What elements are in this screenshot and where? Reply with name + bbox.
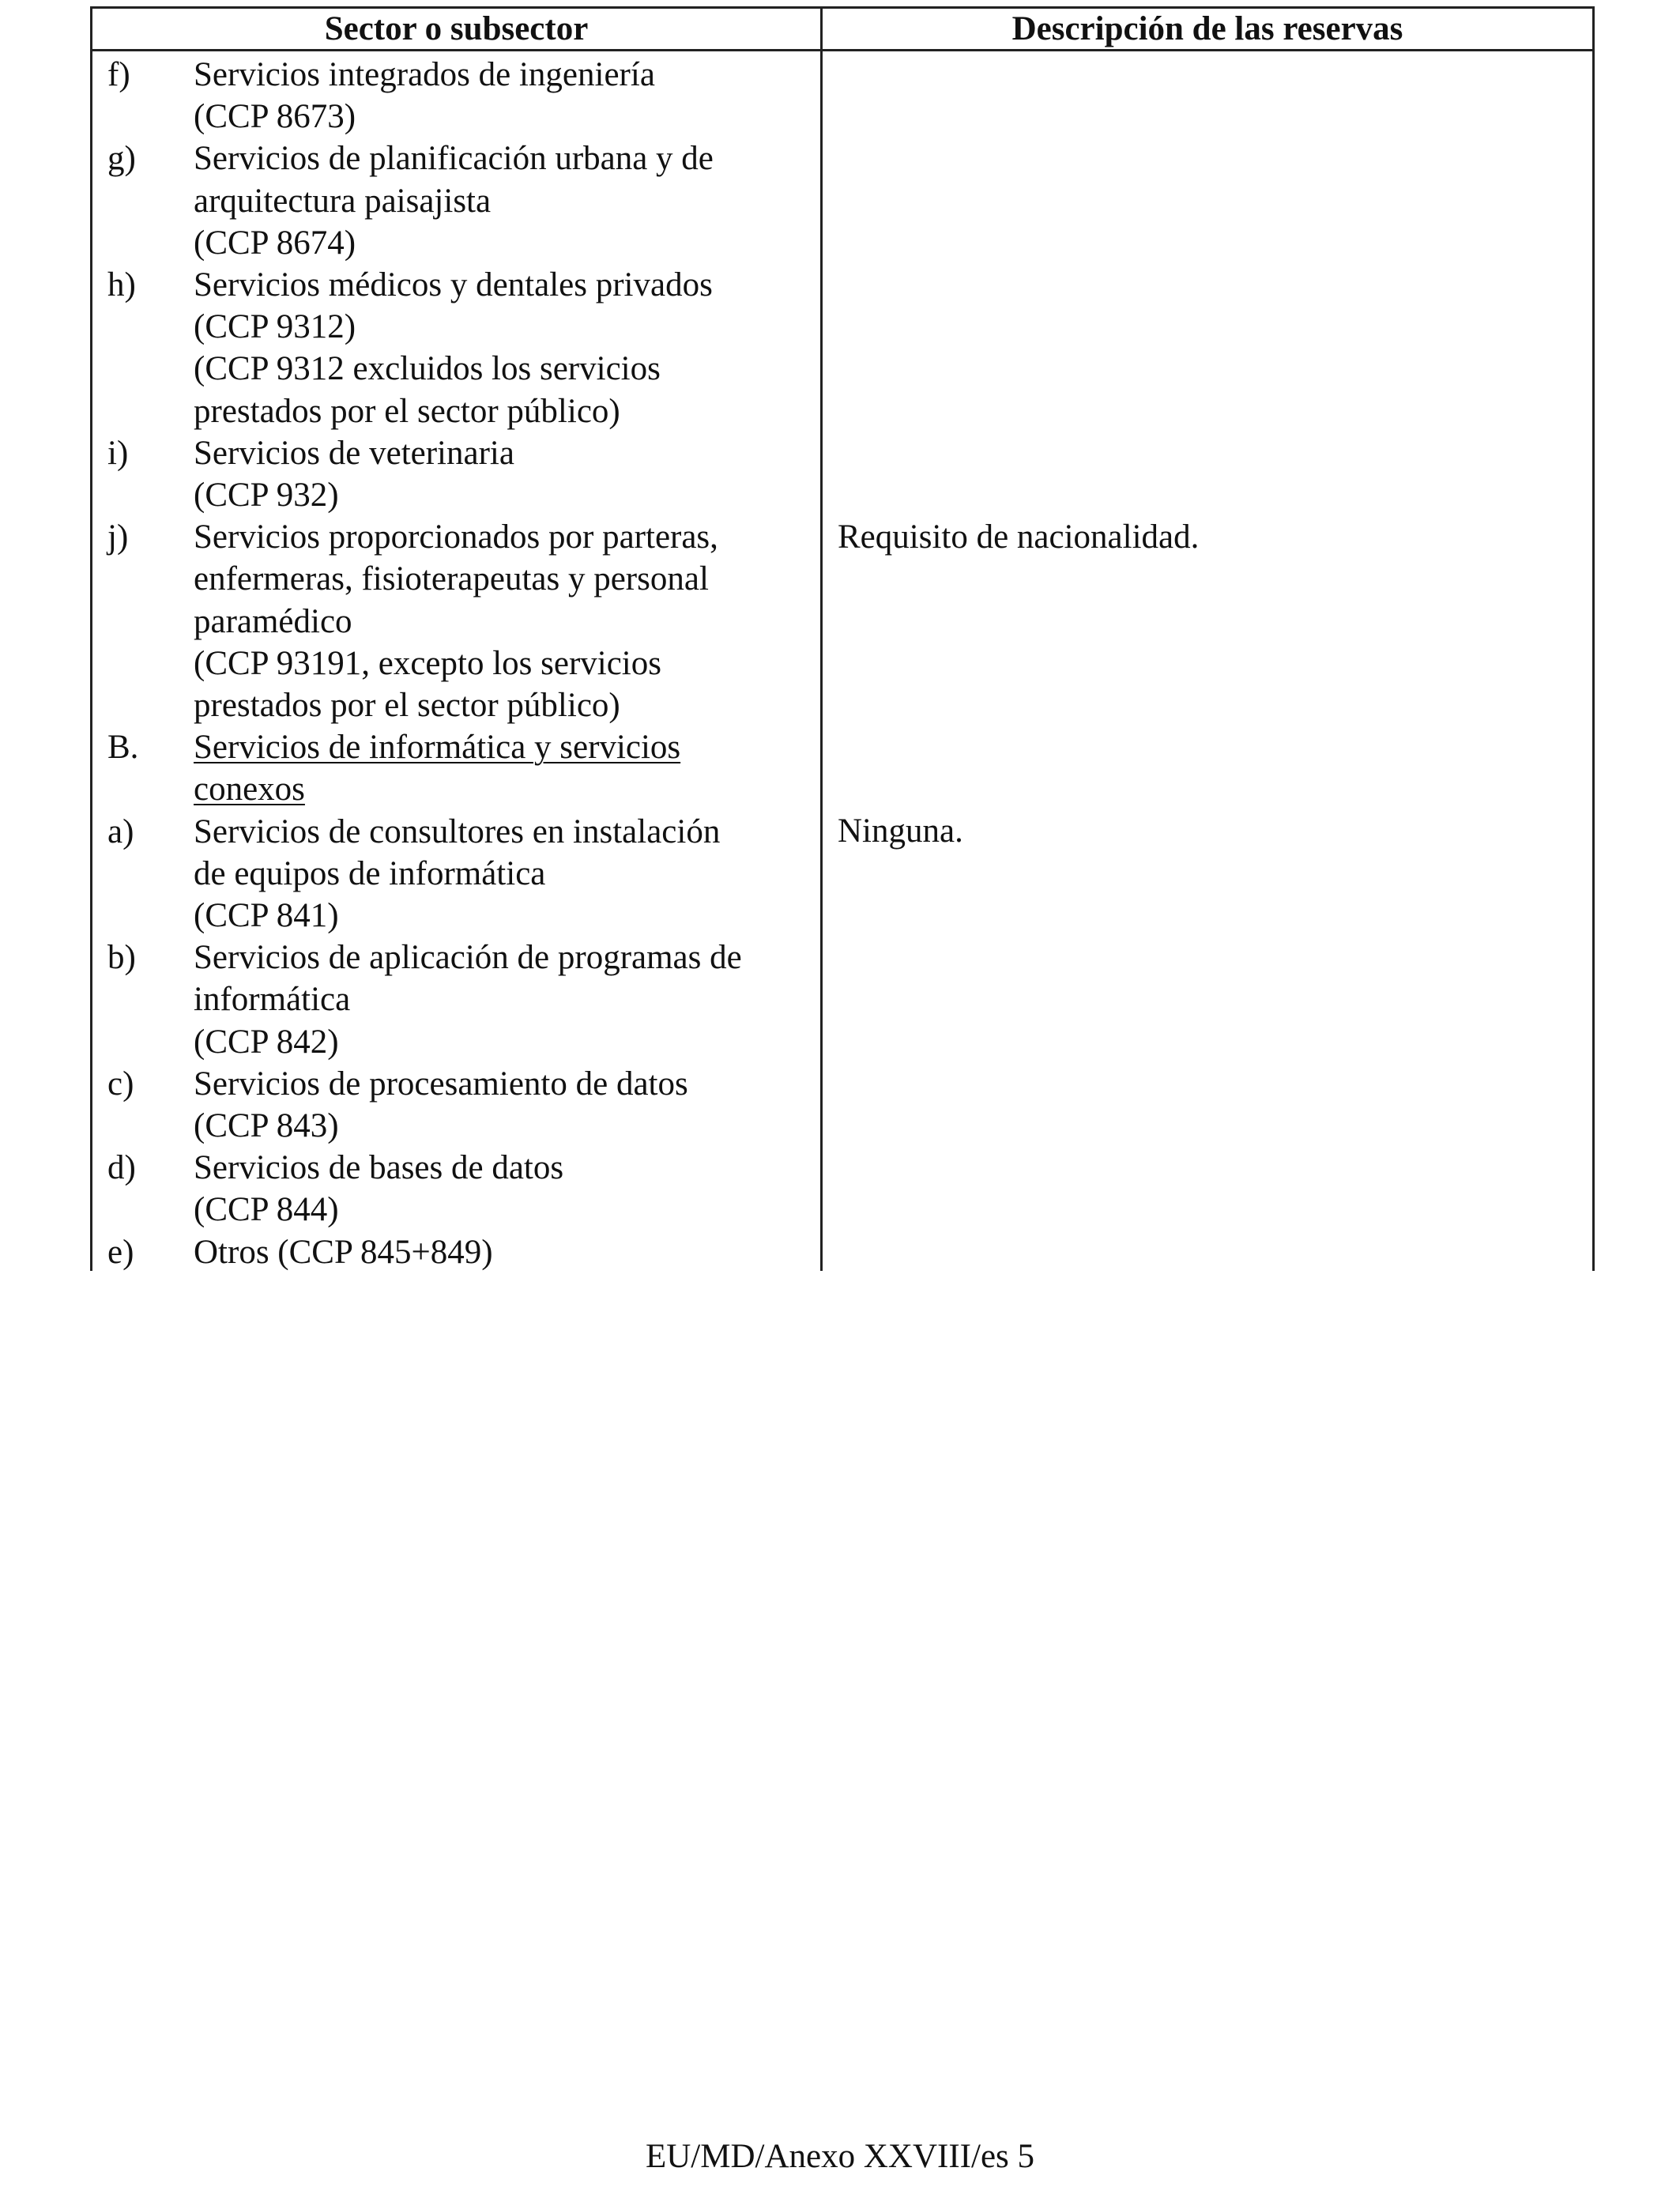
entry-text bbox=[194, 1063, 810, 1147]
entry-line: arquitectura paisajista bbox=[194, 182, 492, 220]
sector-entry-c bbox=[90, 1063, 820, 1147]
sector-entry-i bbox=[90, 432, 820, 516]
entry-line: (CCP 8674) bbox=[194, 224, 356, 262]
entry-line: Servicios de bases de datos bbox=[194, 1149, 564, 1187]
entry-line: Servicios médicos y dentales privados bbox=[194, 266, 713, 304]
entry-letter: a) bbox=[107, 812, 134, 850]
sector-entry-b bbox=[90, 937, 820, 1063]
sector-entry-g bbox=[90, 138, 820, 264]
entry-line: (CCP 9312 excluidos los servicios bbox=[194, 350, 661, 388]
entry-line: Servicios integrados de ingeniería bbox=[194, 56, 655, 93]
entry-line: prestados por el sector público) bbox=[194, 392, 620, 430]
entry-text bbox=[194, 1147, 810, 1231]
entry-line: (CCP 9312) bbox=[194, 308, 356, 346]
entry-text bbox=[194, 264, 810, 432]
sector-entry-d bbox=[90, 1147, 820, 1231]
entry-text bbox=[194, 811, 810, 937]
entry-line: (CCP 841) bbox=[194, 897, 339, 935]
entry-line: conexos bbox=[194, 771, 305, 809]
entry-letter: f) bbox=[107, 56, 130, 93]
header-description: Descripción de las reservas bbox=[1011, 10, 1403, 47]
entry-line: (CCP 843) bbox=[194, 1107, 339, 1145]
entry-line: (CCP 844) bbox=[194, 1191, 339, 1229]
entry-line: de equipos de informática bbox=[194, 854, 546, 892]
description-nationality: Requisito de nacionalidad. bbox=[838, 518, 1200, 556]
entry-text bbox=[194, 1231, 810, 1273]
entry-text bbox=[194, 726, 810, 810]
entry-line: Servicios de procesamiento de datos bbox=[194, 1065, 688, 1103]
entry-letter: c) bbox=[107, 1065, 134, 1103]
sector-entry-e bbox=[90, 1231, 820, 1273]
entry-text bbox=[194, 138, 810, 264]
entry-letter: b) bbox=[107, 939, 136, 977]
entry-letter: B. bbox=[107, 729, 139, 767]
sector-column bbox=[90, 54, 820, 1273]
entry-line: (CCP 842) bbox=[194, 1023, 339, 1061]
entry-letter: j) bbox=[107, 518, 129, 556]
entry-line: (CCP 93191, excepto los servicios bbox=[194, 644, 661, 682]
table-border-right bbox=[1592, 6, 1595, 1271]
entry-line: Servicios de informática y servicios bbox=[194, 729, 681, 767]
entry-line: enfermeras, fisioterapeutas y personal bbox=[194, 560, 709, 598]
entry-text bbox=[194, 54, 810, 138]
entry-line: Otros (CCP 845+849) bbox=[194, 1233, 493, 1271]
reservations-table bbox=[90, 6, 1595, 1271]
entry-line: Servicios proporcionados por parteras, bbox=[194, 518, 718, 556]
entry-line: prestados por el sector público) bbox=[194, 687, 620, 725]
page-footer-reference: EU/MD/Anexo XXVIII/es 5 bbox=[645, 2138, 1035, 2175]
sector-entry-b-heading bbox=[90, 726, 820, 810]
description-none: Ninguna. bbox=[838, 812, 963, 850]
column-divider bbox=[820, 6, 823, 1271]
entry-letter: h) bbox=[107, 266, 136, 304]
entry-line: (CCP 8673) bbox=[194, 98, 356, 136]
entry-line: Servicios de consultores en instalación bbox=[194, 812, 721, 850]
entry-line: (CCP 932) bbox=[194, 477, 339, 515]
entry-line: Servicios de veterinaria bbox=[194, 434, 514, 472]
entry-text bbox=[194, 937, 810, 1063]
entry-line: informática bbox=[194, 981, 351, 1019]
sector-entry-j bbox=[90, 516, 820, 726]
entry-letter: i) bbox=[107, 434, 129, 472]
entry-line: Servicios de aplicación de programas de bbox=[194, 939, 742, 977]
entry-letter: d) bbox=[107, 1149, 136, 1187]
entry-text bbox=[194, 516, 810, 726]
entry-line: paramédico bbox=[194, 602, 352, 640]
sector-entry-h bbox=[90, 264, 820, 432]
entry-letter: g) bbox=[107, 140, 136, 178]
sector-entry-f bbox=[90, 54, 820, 138]
entry-text bbox=[194, 432, 810, 516]
entry-line: Servicios de planificación urbana y de bbox=[194, 140, 714, 178]
sector-entry-a bbox=[90, 811, 820, 937]
entry-letter: e) bbox=[107, 1233, 134, 1271]
header-divider bbox=[90, 49, 1595, 51]
header-sector: Sector o subsector bbox=[324, 10, 589, 47]
